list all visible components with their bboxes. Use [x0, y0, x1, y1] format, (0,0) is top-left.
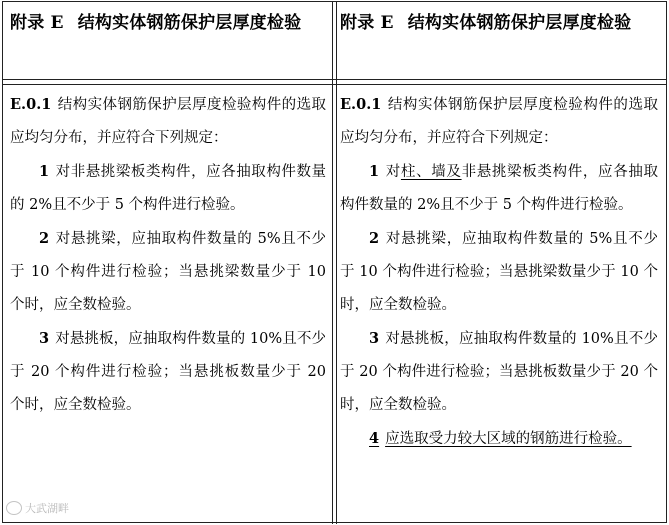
item-number: 2 — [369, 230, 380, 247]
item-text-pre: 对 — [385, 164, 401, 180]
watermark-text: 大武湖畔 — [25, 502, 69, 515]
appendix-code: 附录 E — [340, 13, 394, 33]
watermark — [6, 500, 69, 516]
table-top-border — [2, 1, 666, 2]
item-number: 3 — [369, 330, 380, 347]
appendix-title-text: 结构实体钢筋保护层厚度检验 — [407, 13, 632, 33]
clause-text: 结构实体钢筋保护层厚度检验构件的选取应均匀分布，并应符合下列规定： — [10, 97, 326, 146]
clause-label: E.0.1 — [10, 96, 52, 113]
item-text: 对悬挑板，应抽取构件数量的 10%且不少于 20 个构件进行检验；当悬挑板数量少于 20 个时，应全数检验。 — [340, 331, 658, 413]
table-header-divider — [2, 79, 666, 80]
clause-intro — [340, 88, 658, 155]
item-number: 4 — [369, 430, 380, 447]
clause-item-2 — [10, 222, 326, 322]
table-header-divider-2 — [2, 84, 666, 85]
item-text-post: 非悬挑梁板类构件，应各抽取构件数量的 2%且不少于 5 个构件进行检验。 — [340, 164, 659, 213]
item-number: 2 — [39, 230, 50, 247]
item-text: 对悬挑板，应抽取构件数量的 10%且不少于 20 个构件进行检验；当悬挑板数量少于 20 个时，应全数检验。 — [10, 331, 326, 413]
right-appendix-title — [340, 6, 658, 40]
appendix-code: 附录 E — [10, 13, 64, 33]
right-body — [340, 88, 658, 456]
item-number: 1 — [369, 163, 380, 180]
item-text: 对悬挑梁，应抽取构件数量的 5%且不少于 10 个构件进行检验；当悬挑梁数量少于 10 个时，应全数检验。 — [10, 231, 326, 313]
clause-item-3 — [10, 322, 326, 422]
table-bottom-border — [2, 522, 666, 523]
item-number: 3 — [39, 330, 50, 347]
clause-item-1 — [340, 155, 658, 222]
clause-item-2 — [340, 222, 658, 322]
item-text: 对非悬挑梁板类构件，应各抽取构件数量的 2%且不少于 5 个构件进行检验。 — [10, 164, 326, 213]
column-divider — [332, 1, 333, 524]
clause-intro — [10, 88, 326, 155]
clause-text: 结构实体钢筋保护层厚度检验构件的选取应均匀分布，并应符合下列规定： — [340, 97, 658, 146]
clause-label: E.0.1 — [340, 96, 382, 113]
inserted-text: 柱、墙及 — [400, 164, 462, 180]
clause-item-4 — [340, 422, 658, 456]
column-divider-2 — [336, 1, 337, 524]
weibo-logo-icon — [6, 501, 22, 515]
item-text: 对悬挑梁，应抽取构件数量的 5%且不少于 10 个构件进行检验；当悬挑梁数量少于 10 个时，应全数检验。 — [340, 231, 658, 313]
clause-item-1 — [10, 155, 326, 222]
left-body — [10, 88, 326, 422]
item-number: 1 — [39, 163, 50, 180]
item-text: 应选取受力较大区域的钢筋进行检验。 — [385, 431, 632, 447]
appendix-title-text: 结构实体钢筋保护层厚度检验 — [77, 13, 302, 33]
clause-item-3 — [340, 322, 658, 422]
left-appendix-title — [10, 6, 326, 40]
